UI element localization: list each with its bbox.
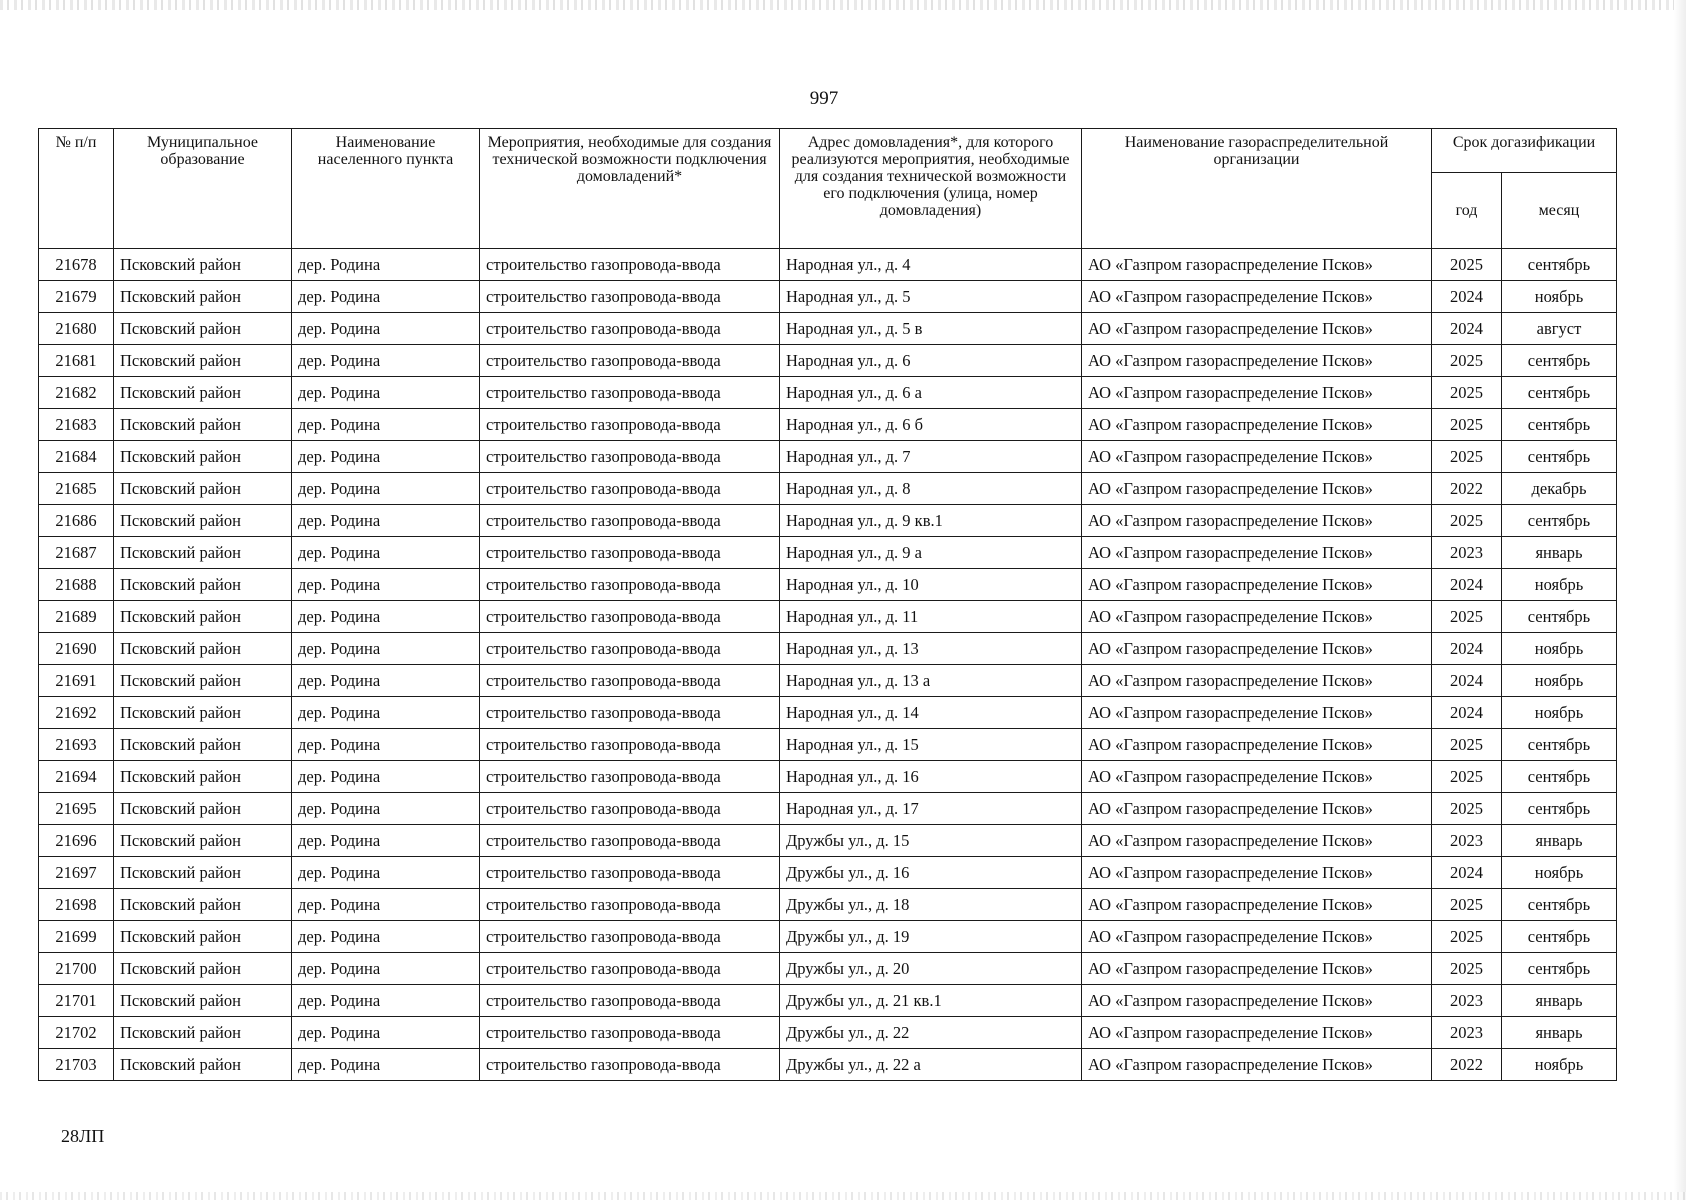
row-organization: АО «Газпром газораспределение Псков» xyxy=(1082,1017,1432,1049)
row-address: Народная ул., д. 5 xyxy=(780,281,1082,313)
row-measures: строительство газопровода-ввода xyxy=(480,697,780,729)
row-address: Народная ул., д. 7 xyxy=(780,441,1082,473)
row-month: сентябрь xyxy=(1502,729,1617,761)
row-address: Народная ул., д. 6 б xyxy=(780,409,1082,441)
row-month: сентябрь xyxy=(1502,377,1617,409)
row-month: ноябрь xyxy=(1502,633,1617,665)
row-year: 2024 xyxy=(1432,665,1502,697)
row-month: ноябрь xyxy=(1502,569,1617,601)
table-row xyxy=(39,537,1617,569)
header-measures: Мероприятия, необходимые для создания технической возможности подключения домовладений* xyxy=(480,129,780,249)
row-measures: строительство газопровода-ввода xyxy=(480,441,780,473)
row-locality: дер. Родина xyxy=(292,697,480,729)
row-year: 2024 xyxy=(1432,569,1502,601)
table-row xyxy=(39,281,1617,313)
row-month: сентябрь xyxy=(1502,441,1617,473)
row-number: 21686 xyxy=(39,505,114,537)
row-month: сентябрь xyxy=(1502,793,1617,825)
row-number: 21696 xyxy=(39,825,114,857)
table-row xyxy=(39,921,1617,953)
table-row xyxy=(39,505,1617,537)
row-measures: строительство газопровода-ввода xyxy=(480,409,780,441)
row-address: Народная ул., д. 13 xyxy=(780,633,1082,665)
row-organization: АО «Газпром газораспределение Псков» xyxy=(1082,537,1432,569)
row-locality: дер. Родина xyxy=(292,249,480,281)
row-month: ноябрь xyxy=(1502,1049,1617,1081)
row-number: 21690 xyxy=(39,633,114,665)
row-organization: АО «Газпром газораспределение Псков» xyxy=(1082,985,1432,1017)
row-organization: АО «Газпром газораспределение Псков» xyxy=(1082,921,1432,953)
row-number: 21695 xyxy=(39,793,114,825)
row-address: Народная ул., д. 16 xyxy=(780,761,1082,793)
row-year: 2025 xyxy=(1432,377,1502,409)
row-locality: дер. Родина xyxy=(292,889,480,921)
row-year: 2025 xyxy=(1432,889,1502,921)
row-year: 2025 xyxy=(1432,921,1502,953)
row-organization: АО «Газпром газораспределение Псков» xyxy=(1082,1049,1432,1081)
table-row xyxy=(39,985,1617,1017)
row-year: 2024 xyxy=(1432,697,1502,729)
row-locality: дер. Родина xyxy=(292,857,480,889)
row-municipality: Псковский район xyxy=(114,601,292,633)
row-measures: строительство газопровода-ввода xyxy=(480,889,780,921)
row-organization: АО «Газпром газораспределение Псков» xyxy=(1082,473,1432,505)
row-organization: АО «Газпром газораспределение Псков» xyxy=(1082,281,1432,313)
table-row xyxy=(39,825,1617,857)
row-number: 21682 xyxy=(39,377,114,409)
row-year: 2025 xyxy=(1432,409,1502,441)
row-month: сентябрь xyxy=(1502,761,1617,793)
row-municipality: Псковский район xyxy=(114,377,292,409)
row-number: 21685 xyxy=(39,473,114,505)
row-organization: АО «Газпром газораспределение Псков» xyxy=(1082,825,1432,857)
row-address: Народная ул., д. 5 в xyxy=(780,313,1082,345)
row-municipality: Псковский район xyxy=(114,697,292,729)
scan-edge-right xyxy=(1674,0,1686,1200)
row-year: 2023 xyxy=(1432,1017,1502,1049)
row-measures: строительство газопровода-ввода xyxy=(480,473,780,505)
row-month: август xyxy=(1502,313,1617,345)
row-locality: дер. Родина xyxy=(292,633,480,665)
row-locality: дер. Родина xyxy=(292,921,480,953)
row-number: 21700 xyxy=(39,953,114,985)
row-locality: дер. Родина xyxy=(292,313,480,345)
sheet-code: 28ЛП xyxy=(61,1126,105,1146)
table-row xyxy=(39,793,1617,825)
header-organization: Наименование газораспределительной организации xyxy=(1082,129,1432,249)
row-organization: АО «Газпром газораспределение Псков» xyxy=(1082,601,1432,633)
row-address: Дружбы ул., д. 22 а xyxy=(780,1049,1082,1081)
row-organization: АО «Газпром газораспределение Псков» xyxy=(1082,441,1432,473)
row-address: Народная ул., д. 13 а xyxy=(780,665,1082,697)
table-row xyxy=(39,377,1617,409)
row-month: январь xyxy=(1502,537,1617,569)
table-row xyxy=(39,345,1617,377)
row-locality: дер. Родина xyxy=(292,537,480,569)
row-month: ноябрь xyxy=(1502,665,1617,697)
row-municipality: Псковский район xyxy=(114,345,292,377)
row-month: сентябрь xyxy=(1502,249,1617,281)
row-municipality: Псковский район xyxy=(114,761,292,793)
row-municipality: Псковский район xyxy=(114,473,292,505)
row-measures: строительство газопровода-ввода xyxy=(480,857,780,889)
row-address: Народная ул., д. 10 xyxy=(780,569,1082,601)
row-locality: дер. Родина xyxy=(292,761,480,793)
row-measures: строительство газопровода-ввода xyxy=(480,377,780,409)
row-address: Дружбы ул., д. 21 кв.1 xyxy=(780,985,1082,1017)
table-row xyxy=(39,313,1617,345)
table-row xyxy=(39,697,1617,729)
row-number: 21702 xyxy=(39,1017,114,1049)
row-organization: АО «Газпром газораспределение Псков» xyxy=(1082,409,1432,441)
row-organization: АО «Газпром газораспределение Псков» xyxy=(1082,313,1432,345)
row-year: 2023 xyxy=(1432,825,1502,857)
row-measures: строительство газопровода-ввода xyxy=(480,729,780,761)
row-year: 2025 xyxy=(1432,729,1502,761)
row-number: 21698 xyxy=(39,889,114,921)
row-organization: АО «Газпром газораспределение Псков» xyxy=(1082,729,1432,761)
table-row xyxy=(39,409,1617,441)
row-locality: дер. Родина xyxy=(292,793,480,825)
row-address: Народная ул., д. 9 а xyxy=(780,537,1082,569)
row-organization: АО «Газпром газораспределение Псков» xyxy=(1082,665,1432,697)
row-measures: строительство газопровода-ввода xyxy=(480,1049,780,1081)
table-row xyxy=(39,665,1617,697)
row-number: 21694 xyxy=(39,761,114,793)
row-locality: дер. Родина xyxy=(292,569,480,601)
row-municipality: Псковский район xyxy=(114,281,292,313)
row-number: 21691 xyxy=(39,665,114,697)
row-number: 21701 xyxy=(39,985,114,1017)
row-address: Дружбы ул., д. 18 xyxy=(780,889,1082,921)
row-number: 21688 xyxy=(39,569,114,601)
row-measures: строительство газопровода-ввода xyxy=(480,953,780,985)
row-year: 2025 xyxy=(1432,793,1502,825)
row-address: Народная ул., д. 4 xyxy=(780,249,1082,281)
row-locality: дер. Родина xyxy=(292,729,480,761)
row-locality: дер. Родина xyxy=(292,1017,480,1049)
row-organization: АО «Газпром газораспределение Псков» xyxy=(1082,761,1432,793)
row-measures: строительство газопровода-ввода xyxy=(480,793,780,825)
table-row xyxy=(39,1017,1617,1049)
row-month: ноябрь xyxy=(1502,281,1617,313)
row-municipality: Псковский район xyxy=(114,505,292,537)
row-locality: дер. Родина xyxy=(292,825,480,857)
row-measures: строительство газопровода-ввода xyxy=(480,537,780,569)
row-year: 2025 xyxy=(1432,441,1502,473)
row-locality: дер. Родина xyxy=(292,409,480,441)
row-year: 2022 xyxy=(1432,1049,1502,1081)
row-organization: АО «Газпром газораспределение Псков» xyxy=(1082,793,1432,825)
row-address: Дружбы ул., д. 20 xyxy=(780,953,1082,985)
row-month: январь xyxy=(1502,825,1617,857)
row-year: 2023 xyxy=(1432,985,1502,1017)
header-address: Адрес домовладения*, для которого реализуются мероприятия, необходимые для создания технической возможности его подключения (улица, номер домовладения) xyxy=(780,129,1082,249)
row-address: Народная ул., д. 17 xyxy=(780,793,1082,825)
row-municipality: Псковский район xyxy=(114,889,292,921)
row-year: 2025 xyxy=(1432,953,1502,985)
row-municipality: Псковский район xyxy=(114,793,292,825)
header-municipality: Муниципальное образование xyxy=(114,129,292,249)
row-address: Дружбы ул., д. 22 xyxy=(780,1017,1082,1049)
row-number: 21681 xyxy=(39,345,114,377)
row-month: декабрь xyxy=(1502,473,1617,505)
row-month: сентябрь xyxy=(1502,889,1617,921)
row-measures: строительство газопровода-ввода xyxy=(480,761,780,793)
row-municipality: Псковский район xyxy=(114,409,292,441)
row-year: 2025 xyxy=(1432,761,1502,793)
row-number: 21699 xyxy=(39,921,114,953)
row-measures: строительство газопровода-ввода xyxy=(480,921,780,953)
row-measures: строительство газопровода-ввода xyxy=(480,569,780,601)
table-row xyxy=(39,857,1617,889)
table-row xyxy=(39,729,1617,761)
row-month: январь xyxy=(1502,985,1617,1017)
row-address: Народная ул., д. 9 кв.1 xyxy=(780,505,1082,537)
row-address: Дружбы ул., д. 15 xyxy=(780,825,1082,857)
row-number: 21693 xyxy=(39,729,114,761)
row-organization: АО «Газпром газораспределение Псков» xyxy=(1082,505,1432,537)
table-row xyxy=(39,761,1617,793)
row-year: 2025 xyxy=(1432,249,1502,281)
table-row xyxy=(39,889,1617,921)
row-municipality: Псковский район xyxy=(114,729,292,761)
row-year: 2024 xyxy=(1432,313,1502,345)
row-municipality: Псковский район xyxy=(114,921,292,953)
row-municipality: Псковский район xyxy=(114,249,292,281)
row-number: 21683 xyxy=(39,409,114,441)
row-organization: АО «Газпром газораспределение Псков» xyxy=(1082,857,1432,889)
row-number: 21678 xyxy=(39,249,114,281)
table-row xyxy=(39,441,1617,473)
row-year: 2024 xyxy=(1432,633,1502,665)
row-measures: строительство газопровода-ввода xyxy=(480,281,780,313)
row-organization: АО «Газпром газораспределение Псков» xyxy=(1082,249,1432,281)
row-measures: строительство газопровода-ввода xyxy=(480,249,780,281)
table-body xyxy=(39,249,1617,1081)
header-num: № п/п xyxy=(39,129,114,249)
row-organization: АО «Газпром газораспределение Псков» xyxy=(1082,569,1432,601)
row-locality: дер. Родина xyxy=(292,1049,480,1081)
row-locality: дер. Родина xyxy=(292,473,480,505)
row-measures: строительство газопровода-ввода xyxy=(480,665,780,697)
row-measures: строительство газопровода-ввода xyxy=(480,1017,780,1049)
row-measures: строительство газопровода-ввода xyxy=(480,633,780,665)
row-address: Народная ул., д. 8 xyxy=(780,473,1082,505)
header-year: год xyxy=(1432,173,1502,249)
row-month: сентябрь xyxy=(1502,921,1617,953)
row-number: 21687 xyxy=(39,537,114,569)
row-municipality: Псковский район xyxy=(114,569,292,601)
row-locality: дер. Родина xyxy=(292,601,480,633)
row-locality: дер. Родина xyxy=(292,505,480,537)
row-month: сентябрь xyxy=(1502,345,1617,377)
row-measures: строительство газопровода-ввода xyxy=(480,601,780,633)
row-locality: дер. Родина xyxy=(292,345,480,377)
row-municipality: Псковский район xyxy=(114,825,292,857)
row-month: сентябрь xyxy=(1502,505,1617,537)
header-deadline: Срок догазификации xyxy=(1432,129,1617,173)
table-row xyxy=(39,953,1617,985)
row-month: сентябрь xyxy=(1502,409,1617,441)
table-row xyxy=(39,601,1617,633)
row-year: 2024 xyxy=(1432,857,1502,889)
row-municipality: Псковский район xyxy=(114,857,292,889)
row-municipality: Псковский район xyxy=(114,1049,292,1081)
scan-edge-top xyxy=(0,0,1686,10)
row-measures: строительство газопровода-ввода xyxy=(480,313,780,345)
row-month: ноябрь xyxy=(1502,697,1617,729)
table-row xyxy=(39,633,1617,665)
row-organization: АО «Газпром газораспределение Псков» xyxy=(1082,697,1432,729)
table-row xyxy=(39,249,1617,281)
row-locality: дер. Родина xyxy=(292,953,480,985)
row-number: 21689 xyxy=(39,601,114,633)
row-month: ноябрь xyxy=(1502,857,1617,889)
row-address: Дружбы ул., д. 16 xyxy=(780,857,1082,889)
row-municipality: Псковский район xyxy=(114,665,292,697)
row-month: сентябрь xyxy=(1502,953,1617,985)
table-row xyxy=(39,473,1617,505)
row-municipality: Псковский район xyxy=(114,313,292,345)
row-organization: АО «Газпром газораспределение Псков» xyxy=(1082,633,1432,665)
row-organization: АО «Газпром газораспределение Псков» xyxy=(1082,889,1432,921)
row-address: Народная ул., д. 15 xyxy=(780,729,1082,761)
row-year: 2023 xyxy=(1432,537,1502,569)
row-municipality: Псковский район xyxy=(114,537,292,569)
row-locality: дер. Родина xyxy=(292,377,480,409)
row-organization: АО «Газпром газораспределение Псков» xyxy=(1082,377,1432,409)
row-municipality: Псковский район xyxy=(114,441,292,473)
row-measures: строительство газопровода-ввода xyxy=(480,345,780,377)
row-organization: АО «Газпром газораспределение Псков» xyxy=(1082,345,1432,377)
scan-edge-bottom xyxy=(0,1192,1686,1200)
row-address: Народная ул., д. 14 xyxy=(780,697,1082,729)
row-number: 21697 xyxy=(39,857,114,889)
row-measures: строительство газопровода-ввода xyxy=(480,505,780,537)
row-month: январь xyxy=(1502,1017,1617,1049)
row-address: Народная ул., д. 6 xyxy=(780,345,1082,377)
row-year: 2025 xyxy=(1432,505,1502,537)
table-row xyxy=(39,569,1617,601)
row-measures: строительство газопровода-ввода xyxy=(480,825,780,857)
row-locality: дер. Родина xyxy=(292,665,480,697)
row-locality: дер. Родина xyxy=(292,985,480,1017)
row-number: 21679 xyxy=(39,281,114,313)
row-measures: строительство газопровода-ввода xyxy=(480,985,780,1017)
row-locality: дер. Родина xyxy=(292,281,480,313)
header-locality: Наименование населенного пункта xyxy=(292,129,480,249)
row-number: 21692 xyxy=(39,697,114,729)
header-month: месяц xyxy=(1502,173,1617,249)
row-municipality: Псковский район xyxy=(114,1017,292,1049)
row-municipality: Псковский район xyxy=(114,985,292,1017)
page-number: 997 xyxy=(809,88,839,109)
row-number: 21703 xyxy=(39,1049,114,1081)
row-year: 2025 xyxy=(1432,345,1502,377)
row-address: Дружбы ул., д. 19 xyxy=(780,921,1082,953)
row-municipality: Псковский район xyxy=(114,953,292,985)
row-number: 21684 xyxy=(39,441,114,473)
gasification-table xyxy=(38,128,1617,1081)
row-month: сентябрь xyxy=(1502,601,1617,633)
row-locality: дер. Родина xyxy=(292,441,480,473)
row-number: 21680 xyxy=(39,313,114,345)
row-organization: АО «Газпром газораспределение Псков» xyxy=(1082,953,1432,985)
row-year: 2025 xyxy=(1432,601,1502,633)
row-municipality: Псковский район xyxy=(114,633,292,665)
table-row xyxy=(39,1049,1617,1081)
row-year: 2022 xyxy=(1432,473,1502,505)
row-address: Народная ул., д. 6 а xyxy=(780,377,1082,409)
row-address: Народная ул., д. 11 xyxy=(780,601,1082,633)
row-year: 2024 xyxy=(1432,281,1502,313)
